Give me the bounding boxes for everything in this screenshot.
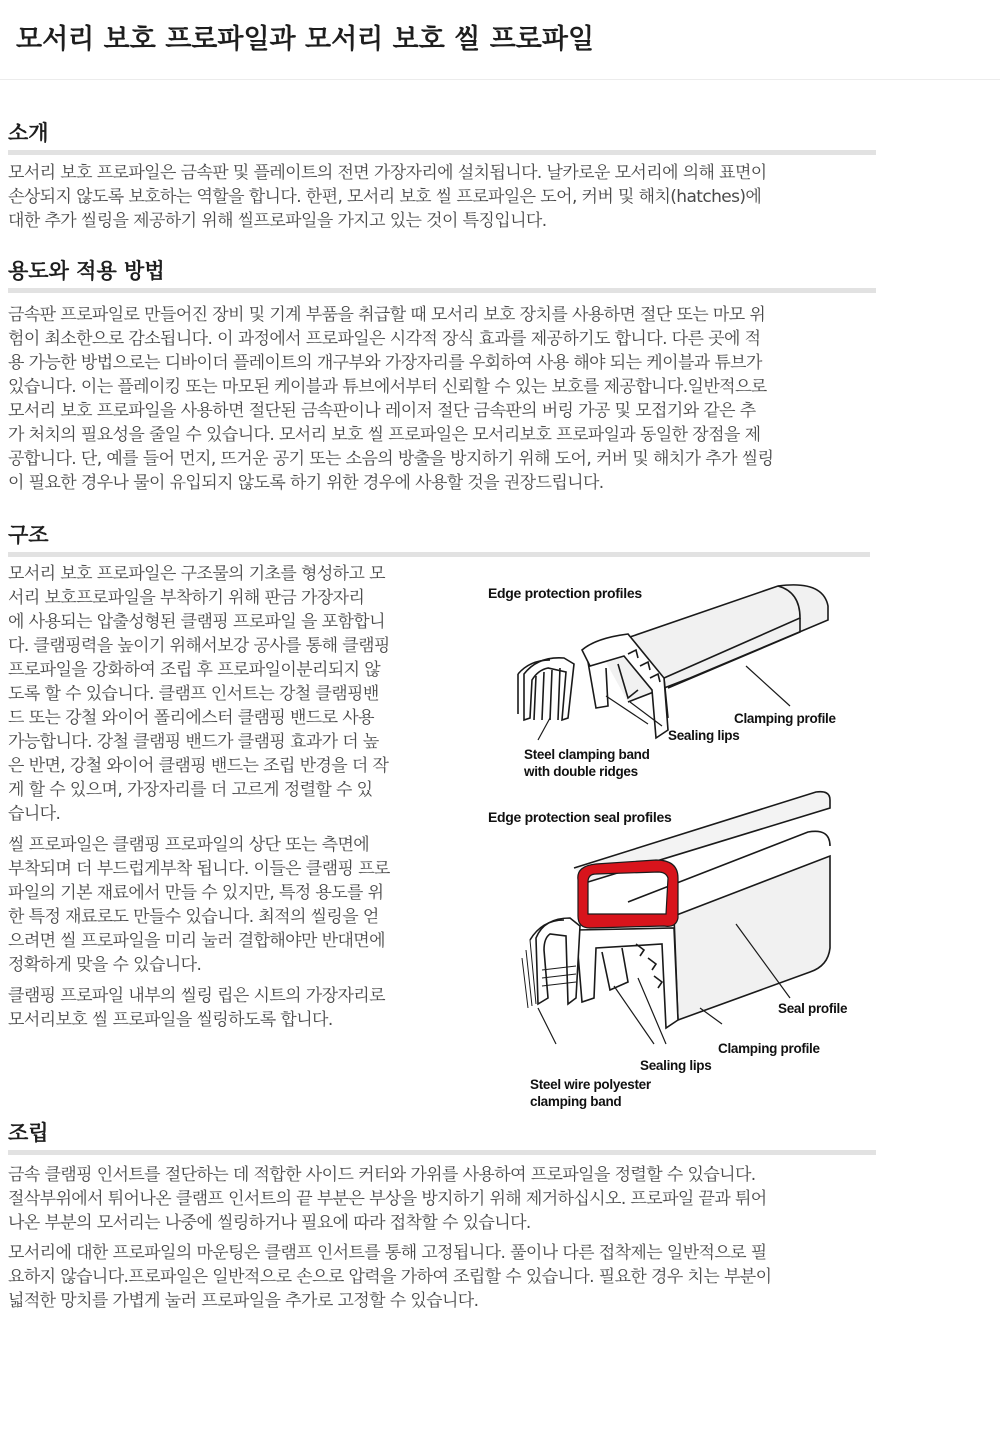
text-line: 도록 할 수 있습니다. 클램프 인서트는 강철 클램핑밴: [8, 684, 379, 704]
text-line: 정확하게 맞을 수 있습니다.: [8, 955, 202, 975]
structure-paragraph-1: [8, 562, 440, 826]
label-sealing-lips: Sealing lips: [668, 728, 740, 743]
label-clamping-profile: Clamping profile: [734, 711, 836, 726]
section-intro: [8, 118, 876, 233]
structure-paragraph-2: [8, 833, 440, 977]
usage-paragraph: [8, 303, 876, 495]
section-heading-intro: 소개: [8, 118, 876, 155]
text-line: 가능합니다. 강철 클램핑 밴드가 클램핑 효과가 더 높: [8, 732, 379, 752]
text-line: 이 필요한 경우나 물이 유입되지 않도록 하기 위한 경우에 사용할 것을 권장드립니다.: [8, 473, 604, 493]
text-line: 한 특정 재료로도 만들수 있습니다. 최적의 씰링을 얻: [8, 907, 379, 927]
profile-diagram-svg: [478, 578, 858, 1109]
label-steel-clamping-band-line2: with double ridges: [524, 764, 638, 779]
label-edge-protection-seal-profiles: Edge protection seal profiles: [488, 809, 672, 825]
structure-text: [8, 562, 440, 1039]
text-line: 은 반면, 강철 와이어 클램핑 밴드는 조립 반경을 더 작: [8, 756, 389, 776]
text-line: 모서리 보호 프로파일은 구조물의 기초를 형성하고 모: [8, 564, 385, 584]
text-line: 손상되지 않도록 보호하는 역할을 합니다. 한편, 모서리 보호 씰 프로파일은 도어, 커버 및 해치(hatches)에: [8, 187, 762, 207]
section-structure: [8, 520, 870, 1109]
text-line: 서리 보호프로파일을 부착하기 위해 판금 가장자리: [8, 588, 365, 608]
text-line: 클램핑 프로파일 내부의 씰링 립은 시트의 가장자리로: [8, 986, 385, 1006]
section-heading-structure: 구조: [8, 520, 870, 557]
label-steel-wire-band-line1: Steel wire polyester: [530, 1077, 651, 1092]
text-line: 으려면 씰 프로파일을 미리 눌러 결합해야만 반대면에: [8, 931, 385, 951]
text-line: 금속 클램핑 인서트를 절단하는 데 적합한 사이드 커터와 가위를 사용하여 프로파일을 정렬할 수 있습니다.: [8, 1165, 756, 1185]
text-line: 있습니다. 이는 플레이킹 또는 마모된 케이블과 튜브에서부터 신뢰할 수 있는 보호를 제공합니다.일반적으로: [8, 377, 767, 397]
text-line: 모서리 보호 프로파일은 금속판 및 플레이트의 전면 가장자리에 설치됩니다. 날카로운 모서리에 의해 표면이: [8, 163, 767, 183]
text-line: 공합니다. 단, 예를 들어 먼지, 뜨거운 공기 또는 소음의 방출을 방지하기 위해 도어, 커버 및 해치가 추가 씰링: [8, 449, 774, 469]
text-line: 다. 클램핑력을 높이기 위해서보강 공사를 통해 클램핑: [8, 636, 390, 656]
seal-profile-red-section: [578, 860, 678, 928]
profile-diagram: [478, 578, 858, 1109]
text-line: 절삭부위에서 튀어나온 클램프 인서트의 끝 부분은 부상을 방지하기 위해 제거하십시오. 프로파일 끝과 튀어: [8, 1189, 767, 1209]
intro-paragraph: [8, 161, 876, 233]
label-clamping-profile-2: Clamping profile: [718, 1041, 820, 1056]
text-line: 모서리보호 씰 프로파일을 씰링하도록 합니다.: [8, 1010, 333, 1030]
text-line: 드 또는 강철 와이어 폴리에스터 클램핑 밴드로 사용: [8, 708, 374, 728]
text-line: 게 할 수 있으며, 가장자리를 더 고르게 정렬할 수 있: [8, 780, 373, 800]
text-line: 요하지 않습니다.프로파일은 일반적으로 손으로 압력을 가하여 조립할 수 있습니다. 필요한 경우 치는 부분이: [8, 1267, 772, 1287]
text-line: 가 처치의 필요성을 줄일 수 있습니다. 모서리 보호 씰 프로파일은 모서리보호 프로파일과 동일한 장점을 제: [8, 425, 761, 445]
text-line: 습니다.: [8, 804, 61, 824]
section-heading-usage: 용도와 적용 방법: [8, 256, 876, 293]
text-line: 용 가능한 방법으로는 디바이더 플레이트의 개구부와 가장자리를 우회하여 사용 해야 되는 케이블과 튜브가: [8, 353, 762, 373]
section-usage: [8, 256, 876, 495]
text-line: 대한 추가 씰링을 제공하기 위해 씰프로파일을 가지고 있는 것이 특징입니다.: [8, 211, 547, 231]
section-heading-assembly: 조립: [8, 1118, 876, 1155]
text-line: 험이 최소한으로 감소됩니다. 이 과정에서 프로파일은 시각적 장식 효과를 제공하기도 합니다. 다른 곳에 적: [8, 329, 761, 349]
text-line: 씰 프로파일은 클램핑 프로파일의 상단 또는 측면에: [8, 835, 370, 855]
structure-paragraph-3: [8, 984, 440, 1032]
label-seal-profile: Seal profile: [778, 1001, 848, 1016]
text-line: 금속판 프로파일로 만들어진 장비 및 기계 부품을 취급할 때 모서리 보호 장치를 사용하면 절단 또는 마모 위: [8, 305, 766, 325]
text-line: 모서리 보호 프로파일을 사용하면 절단된 금속판이나 레이저 절단 금속판의 버링 가공 및 모접기와 같은 추: [8, 401, 756, 421]
assembly-paragraph-2: [8, 1241, 876, 1313]
label-edge-protection-profiles: Edge protection profiles: [488, 585, 642, 601]
text-line: 부착되며 더 부드럽게부착 됩니다. 이들은 클램핑 프로: [8, 859, 390, 879]
page-title: 모서리 보호 프로파일과 모서리 보호 씰 프로파일: [16, 24, 595, 55]
text-line: 나온 부분의 모서리는 나중에 씰링하거나 필요에 따라 접착할 수 있습니다.: [8, 1213, 531, 1233]
label-steel-clamping-band-line1: Steel clamping band: [524, 747, 650, 762]
label-sealing-lips-2: Sealing lips: [640, 1058, 712, 1073]
text-line: 프로파일을 강화하여 조립 후 프로파일이분리되지 않: [8, 660, 381, 680]
text-line: 파일의 기본 재료에서 만들 수 있지만, 특정 용도를 위: [8, 883, 384, 903]
text-line: 모서리에 대한 프로파일의 마운팅은 클램프 인서트를 통해 고정됩니다. 풀이나 다른 접착제는 일반적으로 필: [8, 1243, 767, 1263]
assembly-paragraph-1: [8, 1163, 876, 1235]
text-line: 에 사용되는 압출성형된 클램핑 프로파일 을 포함합니: [8, 612, 385, 632]
section-assembly: [8, 1118, 876, 1313]
page-header: [0, 0, 1000, 80]
text-line: 넓적한 망치를 가볍게 눌러 프로파일을 추가로 고정할 수 있습니다.: [8, 1291, 479, 1311]
label-steel-wire-band-line2: clamping band: [530, 1094, 622, 1109]
